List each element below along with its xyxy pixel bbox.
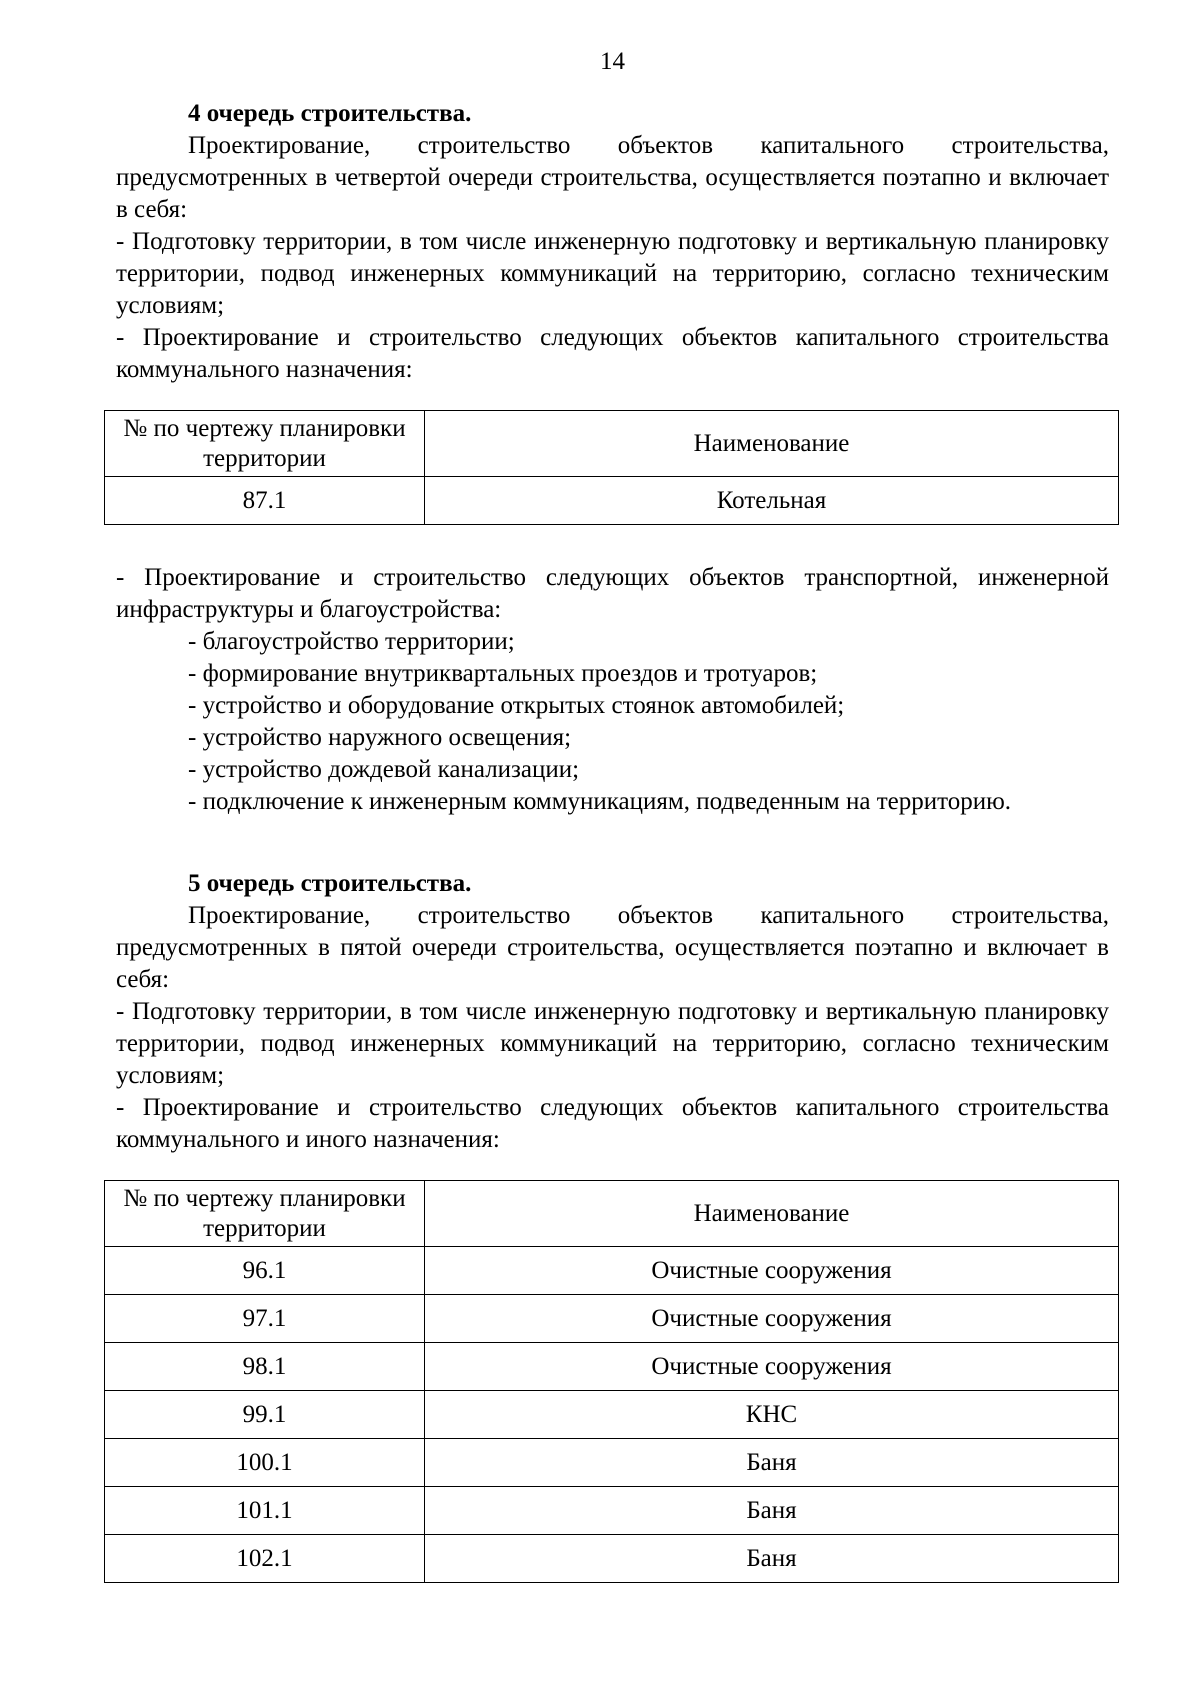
cell-number: 98.1 <box>105 1343 425 1391</box>
table-row <box>105 1487 1119 1535</box>
list-item: - благоустройство территории; <box>188 628 515 655</box>
cell-name: Очистные сооружения <box>425 1343 1119 1391</box>
table-header-row <box>105 1181 1119 1247</box>
section-5-heading: 5 очередь строительства. <box>188 870 472 897</box>
section-5-intro: Проектирование, строительство объектов капитального строительства, предусмотренных в пятой очереди строительства, осуществляется поэтапно и включает в себя: <box>116 902 1109 993</box>
section-5-table <box>104 1180 1119 1583</box>
col-name-header: Наименование <box>425 411 1119 477</box>
col-name-header: Наименование <box>425 1181 1119 1247</box>
section-4-item-3: - Проектирование и строительство следующих объектов транспортной, инженерной инфраструктуры и благоустройства: <box>116 564 1109 623</box>
table-row <box>105 1391 1119 1439</box>
section-4-table <box>104 410 1119 525</box>
section-4-sublist <box>116 626 1109 818</box>
cell-number: 101.1 <box>105 1487 425 1535</box>
cell-number: 87.1 <box>105 477 425 525</box>
cell-number: 100.1 <box>105 1439 425 1487</box>
list-item: - формирование внутриквартальных проездов и тротуаров; <box>188 660 818 687</box>
section-5-item-1: - Подготовку территории, в том числе инженерную подготовку и вертикальную планировку территории, подвод инженерных коммуникаций на территорию, согласно техническим условиям; <box>116 998 1109 1089</box>
section-4-continued <box>116 562 1109 818</box>
cell-number: 96.1 <box>105 1247 425 1295</box>
section-4-intro: Проектирование, строительство объектов капитального строительства, предусмотренных в четвертой очереди строительства, осуществляется поэтапно и включает в себя: <box>116 132 1109 223</box>
cell-name: Баня <box>425 1439 1119 1487</box>
list-item: - устройство и оборудование открытых стоянок автомобилей; <box>188 692 845 719</box>
list-item: - устройство дождевой канализации; <box>188 756 580 783</box>
section-4-item-2: - Проектирование и строительство следующих объектов капитального строительства коммунального назначения: <box>116 324 1109 383</box>
table-row <box>105 477 1119 525</box>
section-5 <box>116 868 1109 1156</box>
col-number-header: № по чертежу планировки территории <box>105 1181 425 1247</box>
cell-name: Очистные сооружения <box>425 1247 1119 1295</box>
table-row <box>105 1343 1119 1391</box>
cell-name: Баня <box>425 1487 1119 1535</box>
cell-number: 102.1 <box>105 1535 425 1583</box>
page-number: 14 <box>600 48 625 75</box>
cell-name: Очистные сооружения <box>425 1295 1119 1343</box>
cell-number: 99.1 <box>105 1391 425 1439</box>
col-number-header: № по чертежу планировки территории <box>105 411 425 477</box>
cell-name: Баня <box>425 1535 1119 1583</box>
section-5-item-2: - Проектирование и строительство следующих объектов капитального строительства коммунального и иного назначения: <box>116 1094 1109 1153</box>
cell-number: 97.1 <box>105 1295 425 1343</box>
table-header-row <box>105 411 1119 477</box>
list-item: - устройство наружного освещения; <box>188 724 572 751</box>
section-4-heading: 4 очередь строительства. <box>188 100 472 127</box>
list-item: - подключение к инженерным коммуникациям, подведенным на территорию. <box>188 788 1011 815</box>
table-row <box>105 1295 1119 1343</box>
table-row <box>105 1439 1119 1487</box>
cell-name: Котельная <box>425 477 1119 525</box>
section-4 <box>116 98 1109 386</box>
table-row <box>105 1247 1119 1295</box>
table-row <box>105 1535 1119 1583</box>
section-4-item-1: - Подготовку территории, в том числе инженерную подготовку и вертикальную планировку территории, подвод инженерных коммуникаций на территорию, согласно техническим условиям; <box>116 228 1109 319</box>
cell-name: КНС <box>425 1391 1119 1439</box>
